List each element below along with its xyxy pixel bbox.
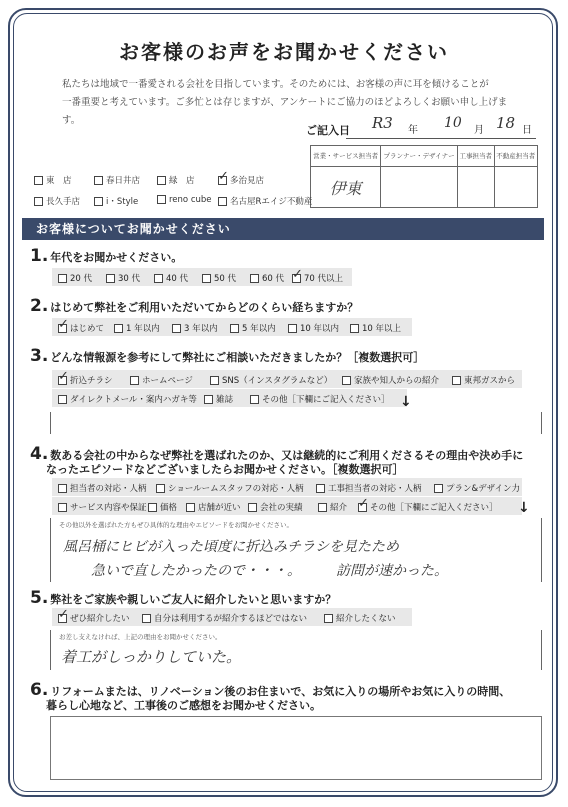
store-option[interactable] [157, 195, 212, 205]
checkbox[interactable] [94, 197, 103, 206]
checkbox-checked[interactable] [58, 324, 67, 333]
date-month: 10 [444, 115, 462, 131]
q3-option[interactable] [130, 374, 193, 386]
q3-option[interactable] [250, 393, 390, 405]
q2-option[interactable] [114, 322, 160, 334]
option-label: 家族や知人からの紹介 [354, 376, 440, 386]
store-label: 緑 店 [169, 176, 195, 186]
staff-value-sales[interactable]: 伊東 [311, 167, 381, 208]
checkbox[interactable] [154, 274, 163, 283]
q5-option[interactable] [58, 612, 130, 624]
question-number: 5. [30, 588, 49, 608]
option-label: 50 代 [214, 274, 237, 284]
q4-option[interactable] [156, 482, 304, 494]
q1-option[interactable] [202, 272, 236, 284]
q4-answer-line-2: 急いで直したかったので・・・。 訪問が速かった。 [91, 563, 448, 579]
option-label: 店舗が近い [198, 503, 241, 513]
option-label: 東邦ガスから [464, 376, 516, 386]
q4-options-row-2 [52, 497, 522, 515]
option-label: サービス内容や保証 [70, 503, 147, 513]
option-label: 折込チラシ [70, 376, 113, 386]
question-text: 弊社をご家族や親しいご友人に紹介したいと思いますか？ [50, 593, 337, 606]
q2-option[interactable] [230, 322, 276, 334]
staff-header-sales: 営業・サービス担当者 [311, 146, 381, 167]
q2-option[interactable] [288, 322, 339, 334]
question-text-line-1: 数ある会社の中からなぜ弊社を選ばれたのか、又は継続的にご利用くださるその理由や決め手に [50, 449, 524, 462]
checkbox[interactable] [318, 503, 327, 512]
question-number: 3. [30, 346, 49, 366]
q5-option[interactable] [324, 612, 396, 624]
question-3 [30, 346, 424, 366]
checkbox[interactable] [58, 503, 67, 512]
checkbox[interactable] [204, 395, 213, 404]
checkbox[interactable] [202, 274, 211, 283]
option-label: 60 代 [262, 274, 285, 284]
checkbox[interactable] [106, 274, 115, 283]
staff-value-realestate[interactable] [494, 167, 537, 208]
store-option[interactable] [34, 195, 80, 207]
q4-option[interactable] [248, 501, 303, 513]
checkbox[interactable] [230, 324, 239, 333]
store-option[interactable] [34, 174, 72, 186]
date-month-unit: 月 [474, 125, 484, 136]
checkbox[interactable] [350, 324, 359, 333]
question-number: 4. [30, 444, 49, 464]
question-number: 1. [30, 246, 49, 266]
checkbox[interactable] [156, 484, 165, 493]
checkbox[interactable] [157, 195, 166, 204]
checkbox-checked[interactable] [292, 274, 301, 283]
checkbox[interactable] [94, 176, 103, 185]
checkbox[interactable] [58, 274, 67, 283]
question-1 [30, 246, 182, 266]
option-label: 紹介したくない [336, 614, 396, 624]
q5-option[interactable] [142, 612, 307, 624]
arrow-down-icon: ↓ [400, 394, 412, 410]
staff-header-planner: プランナー・デザイナー [381, 146, 458, 167]
q1-options [52, 268, 352, 286]
date-day: 18 [496, 114, 516, 132]
intro-line-2: 一番重要と考えています。ご多忙とは存じますが、アンケートにご協力のほどよろしくお願い申し上げます。 [62, 97, 508, 126]
q1-option[interactable] [154, 272, 188, 284]
option-label: 30 代 [118, 274, 141, 284]
staff-table [310, 145, 538, 208]
q3-options-row-2 [52, 389, 407, 407]
checkbox-checked[interactable] [218, 176, 227, 185]
q1-option[interactable] [292, 272, 343, 284]
q3-option[interactable] [210, 374, 332, 386]
checkbox-checked[interactable] [58, 376, 67, 385]
question-text-line-1: リフォームまたは、リノベーション後のお住まいで、お気に入りの場所やお気に入りの時間、 [50, 685, 511, 698]
q2-option[interactable] [172, 322, 218, 334]
checkbox[interactable] [434, 484, 443, 493]
checkbox-checked[interactable] [358, 503, 367, 512]
q2-option[interactable] [58, 322, 104, 334]
store-label: 春日井店 [106, 176, 141, 186]
checkbox[interactable] [172, 324, 181, 333]
option-label: ダイレクトメール・案内ハガキ等 [70, 395, 197, 405]
option-label: プラン&デザイン力 [446, 484, 521, 494]
q4-free-text-box[interactable] [50, 518, 542, 582]
q3-option[interactable] [452, 374, 515, 386]
staff-value-planner[interactable] [381, 167, 458, 208]
store-label: reno cube [169, 195, 212, 205]
checkbox[interactable] [34, 197, 43, 206]
option-label: 紹介 [330, 503, 348, 513]
q3-option[interactable] [58, 374, 113, 386]
question-4-line-2: なったエピソードなどございましたらお聞かせください。［複数選択可］ [46, 463, 404, 476]
checkbox[interactable] [130, 376, 139, 385]
question-2 [30, 296, 358, 316]
checkbox[interactable] [452, 376, 461, 385]
option-label: 5 年以内 [242, 324, 276, 334]
store-label: i・Style [106, 197, 139, 207]
staff-header-construction: 工事担当者 [457, 146, 494, 167]
store-option[interactable] [218, 174, 264, 186]
option-label: 会社の実績 [260, 503, 303, 513]
option-label: 担当者の対応・人柄 [70, 484, 147, 494]
q4-options-row-1 [52, 478, 522, 496]
store-option[interactable] [218, 195, 312, 207]
checkbox[interactable] [342, 376, 351, 385]
q3-free-text-box[interactable] [50, 412, 542, 434]
q4-option[interactable] [316, 482, 422, 494]
date-field[interactable] [346, 114, 536, 139]
store-label: 多治見店 [230, 176, 265, 186]
option-label: 40 代 [166, 274, 189, 284]
option-label: ホームページ [142, 376, 193, 386]
q4-option[interactable] [186, 501, 241, 513]
question-number: 6. [30, 680, 49, 700]
q5-answer: 着工がしっかりしていた。 [61, 648, 242, 666]
q4-option[interactable] [434, 482, 520, 494]
arrow-down-icon: ↓ [518, 500, 530, 516]
store-option[interactable] [157, 174, 195, 186]
checkbox[interactable] [248, 503, 257, 512]
date-era: R3 [372, 114, 393, 132]
option-label: その他［下欄にご記入ください］ [370, 503, 498, 513]
checkbox[interactable] [157, 176, 166, 185]
option-label: 雑誌 [216, 395, 234, 405]
option-label: ぜひ紹介したい [70, 614, 130, 624]
checkbox[interactable] [250, 395, 259, 404]
checkbox[interactable] [210, 376, 219, 385]
staff-header-realestate: 不動産担当者 [494, 146, 537, 167]
option-label: ショールームスタッフの対応・人柄 [168, 484, 304, 494]
checkbox-checked[interactable] [58, 614, 67, 623]
q3-option[interactable] [204, 393, 233, 405]
page-title: お客様のお声をお聞かせください [119, 40, 449, 64]
section-header: お客様についてお聞かせください [22, 218, 544, 240]
q2-option[interactable] [350, 322, 401, 334]
q5-free-text-box[interactable] [50, 630, 542, 670]
q4-hint: その他以外を選ばれた方もぜひ具体的な理由やエピソードをお聞かせください。 [59, 521, 293, 529]
q4-option[interactable] [148, 501, 177, 513]
q4-option[interactable] [358, 501, 498, 513]
q1-option[interactable] [106, 272, 140, 284]
q1-option[interactable] [58, 272, 92, 284]
question-6-line-2: 暮らし心地など、工事後のご感想をお聞かせください。 [46, 699, 321, 712]
checkbox[interactable] [34, 176, 43, 185]
checkbox[interactable] [142, 614, 151, 623]
date-day-unit: 日 [522, 125, 532, 136]
intro-line-1: 私たちは地域で一番愛される会社を目指しています。そのためには、お客様の声に耳を傾けることが [62, 79, 489, 90]
option-label: 3 年以内 [184, 324, 218, 334]
checkbox[interactable] [324, 614, 333, 623]
checkbox[interactable] [288, 324, 297, 333]
checkbox[interactable] [58, 395, 67, 404]
checkbox[interactable] [148, 503, 157, 512]
q3-option[interactable] [58, 393, 197, 405]
q3-options-row-1 [52, 370, 522, 388]
option-label: はじめて [70, 324, 105, 334]
checkbox[interactable] [218, 197, 227, 206]
question-text: はじめて弊社をご利用いただいてからどのくらい経ちますか？ [50, 301, 359, 314]
option-label: 20 代 [70, 274, 93, 284]
store-label: 東 店 [46, 176, 72, 186]
option-label: 自分は利用するが紹介するほどではない [154, 614, 308, 624]
question-text: どんな情報源を参考にして弊社にご相談いただきましたか？［複数選択可］ [50, 351, 425, 364]
staff-value-construction[interactable] [457, 167, 494, 208]
checkbox[interactable] [114, 324, 123, 333]
store-option[interactable] [94, 195, 138, 207]
q4-option[interactable] [58, 482, 147, 494]
q5-options [52, 608, 412, 626]
q1-option[interactable] [250, 272, 284, 284]
checkbox[interactable] [316, 484, 325, 493]
option-label: 価格 [160, 503, 178, 513]
option-label: 10 年以内 [300, 324, 340, 334]
q4-answer-line-1: 風呂桶にヒビが入った頃度に折込みチラシを見たため [63, 539, 399, 555]
date-year-unit: 年 [408, 125, 418, 136]
option-label: 1 年以内 [126, 324, 160, 334]
option-label: SNS（インスタグラムなど） [222, 376, 333, 386]
checkbox[interactable] [186, 503, 195, 512]
q6-free-text-box[interactable] [50, 716, 542, 780]
question-number: 2. [30, 296, 49, 316]
q2-options [52, 318, 412, 336]
checkbox[interactable] [250, 274, 259, 283]
option-label: 10 年以上 [362, 324, 402, 334]
q4-option[interactable] [318, 501, 347, 513]
q4-option[interactable] [58, 501, 147, 513]
store-option[interactable] [94, 174, 140, 186]
question-5 [30, 588, 336, 608]
option-label: 70 代以上 [304, 274, 344, 284]
question-text: 年代をお聞かせください。 [50, 251, 183, 264]
checkbox[interactable] [58, 484, 67, 493]
q3-option[interactable] [342, 374, 439, 386]
store-label: 長久手店 [46, 197, 81, 207]
q5-hint: お差し支えなければ、上記の理由をお聞かせください。 [59, 633, 222, 641]
date-label: ご記入日 [306, 124, 350, 137]
option-label: 工事担当者の対応・人柄 [328, 484, 422, 494]
option-label: その他［下欄にご記入ください］ [262, 395, 390, 405]
store-label: 名古屋Rエイジ不動産 [230, 197, 313, 207]
